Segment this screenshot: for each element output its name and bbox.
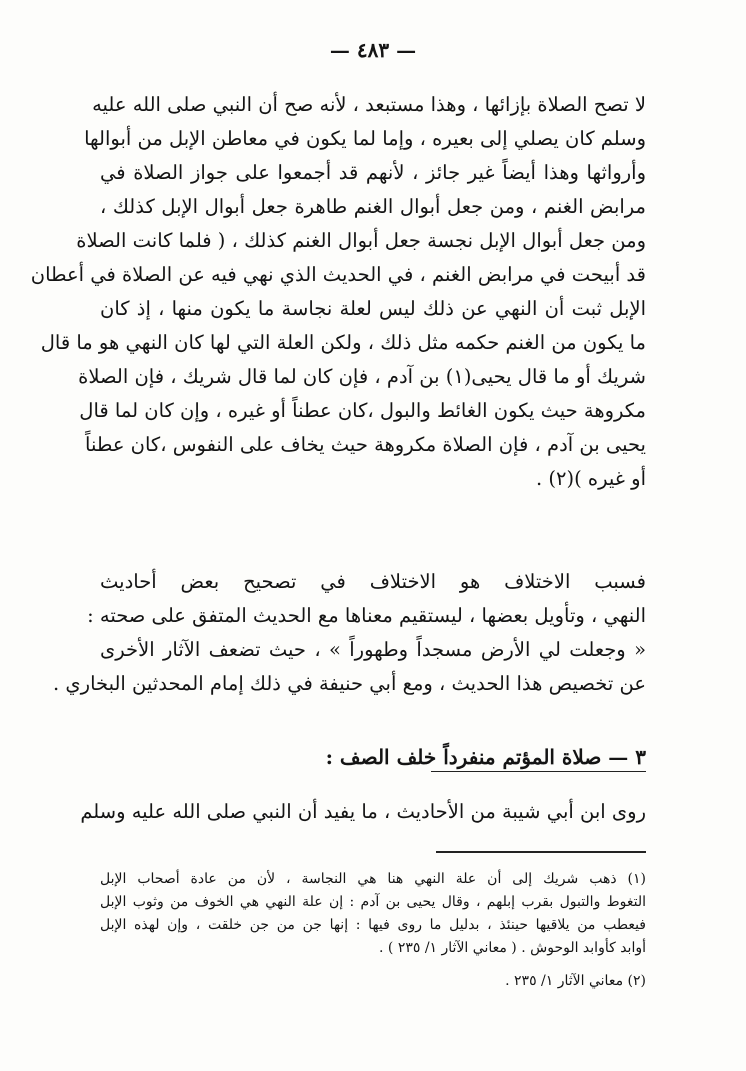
footnote-line: (٢) معاني الآثار ١/ ٢٣٥ . [505, 973, 646, 989]
paragraph-1-line: الإبل ثبت أن النهي عن ذلك ليس لعلة نجاسة ما يكون منها ، إذ كان [100, 297, 646, 320]
paragraph-1-line: لا تصح الصلاة بإزائها ، وهذا مستبعد ، لأنه صح أن النبي صلى الله عليه [92, 93, 646, 116]
paragraph-2-line: عن تخصيص هذا الحديث ، ومع أبي حنيفة في ذلك إمام المحدثين البخاري . [53, 672, 646, 695]
section-heading [100, 740, 646, 774]
footnote-line: أوابد كأوابد الوحوش . ( معاني الآثار ١/ ٢٣٥ ) . [379, 940, 646, 956]
paragraph-1-line: وأرواثها وهذا أيضاً غير جائز ، لأنهم قد أجمعوا على جواز الصلاة في [100, 161, 646, 184]
footnote-line: (١) ذهب شريك إلى أن علة النهي هنا هي النجاسة ، لأن من عادة أصحاب الإبل [100, 871, 646, 887]
paragraph-2-line: « وجعلت لي الأرض مسجداً وطهوراً » ، حيث تضعف الآثار الأخرى [100, 638, 646, 661]
paragraph-2-line: فسبب الاختلاف هو الاختلاف في تصحيح بعض أحاديث [100, 570, 646, 593]
section-heading-text: ٣ — صلاة المؤتم منفرداً خلف الصف : [325, 745, 646, 769]
paragraph-1-line: ومن جعل أبوال الإبل نجسة جعل أبوال الغنم كذلك ، ( فلما كانت الصلاة [76, 229, 646, 252]
paragraph-1-line: يحيى بن آدم ، فإن الصلاة مكروهة حيث يخاف على النفوس ،كان عطناً [85, 433, 646, 456]
page-number: — ٤٨٣ — [329, 38, 417, 62]
paragraph-1-line: شريك أو ما قال يحيى(١) بن آدم ، فإن كان لما قال شريك ، فإن الصلاة [78, 365, 646, 388]
paragraph-1-line: مرابض الغنم ، ومن جعل أبوال الغنم طاهرة جعل أبوال الإبل كذلك ، [100, 195, 646, 218]
paragraph-3-line: روى ابن أبي شيبة من الأحاديث ، ما يفيد أن النبي صلى الله عليه وسلم [80, 800, 646, 823]
heading-underline [431, 771, 646, 772]
paragraph-1-line: ما يكون من الغنم حكمه مثل ذلك ، ولكن العلة التي لها كان النهي هو ما قال [40, 331, 646, 354]
footnote-line: التغوط والتبول بقرب إبلهم ، وقال يحيى بن آدم : إن علة النهي هي الخوف من وثوب الإبل [100, 894, 646, 910]
footnote-line: فيعطب من يلاقيها حينئذ ، بدليل ما روى فيها : إنها جن من جن خلقت ، وإن لهذه الإبل [100, 917, 646, 933]
paragraph-1-line: وسلم كان يصلي إلى بعيره ، وإما لما يكون في معاطن الإبل من أبوالها [84, 127, 646, 150]
footnote-divider [436, 851, 646, 853]
paragraph-1-line: مكروهة حيث يكون الغائط والبول ،كان عطناً أو غيره ، وإن كان لما قال [79, 399, 646, 422]
paragraph-1-line: قد أبيحت في مرابض الغنم ، في الحديث الذي نهي فيه عن الصلاة في أعطان [30, 263, 646, 286]
paragraph-2-line: النهي ، وتأويل بعضها ، ليستقيم معناها مع الحديث المتفق على صحته : [87, 604, 646, 627]
paragraph-1-line: أو غيره )(٢) . [535, 467, 646, 490]
